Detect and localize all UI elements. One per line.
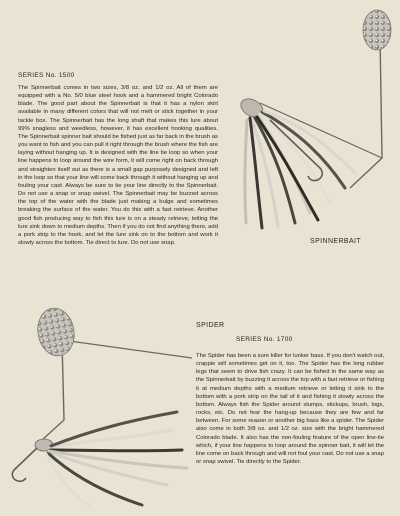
spinnerbait-description: The Spinnerbait comes in two sizes, 3/8 oz. and 1/2 oz. All of them are equipped with a No. 5/0 blue steel hook and a hammered bright Colorado blade. The good part about the Spinnerbait is that it has a nylon skirt available in many different colors that will not melt or stick together in your tackle box. The Spinnerbait has the long shaft that makes this lure about 99% snagless and weedless, however, it has excellent hooking qualities. The Spinnerbait spinner bait should be fished just as far back in the brush as you want to fish and you can pull it right through the brush where the fish are laying without hanging up. It is designed with the line tie loop so when your line happens to loop around the wire form, it will come right on back through and straighten itself out as there is a small gap purposely designed and left in the loop so that your line will come back through it without hanging up and fouling your cast. Always be sure to tie your line directly to the Spinnerbait. Do not use a snap or snap swivel. The Spinnerbait may be buzzed across the top of the water with the blade just making a bulge and sometimes breaking the surface of the water. You do this with a fast retrieve. Another good fish producing way to fish this lure is on a steady retrieve, letting the lure sink down to medium depths. Then if you do not find anything there, add a pork strip to the hook, and let the lure sink on to the bottom and work it slowly across the bottom. Tie direct to lure. Do not use snap. bbox=[18, 85, 218, 246]
spider-series-number: SERIES No. 1700 bbox=[236, 336, 293, 343]
spinnerbait-series-number: SERIES No. 1500 bbox=[18, 72, 75, 79]
spider-image bbox=[2, 300, 198, 510]
spinnerbait-image bbox=[200, 8, 400, 238]
spider-description: The Spider has been a sure killer for lunker bass. If you don't watch out, crappie will sometimes get on it, too. The Spider has the long rubber legs that seem to drive fish crazy. It can be fished in the same way as the Spinnerbait by buzzing it across the top with a fast retrieve or fishing it at medium depths with a medium retrieve or letting it sink to the bottom with a pork strip on the tail of it and fishing it slowly across the bottom. Always fish the Spider around stumps, stickups, brush, logs, rocks, etc. Do not fear the hang-up because they are few and far between. For some reason or another big bass like a spider. The Spider also come in both 3/8 oz. and 1/2 oz. size with the bright hammered Colorado blade. It also has the non-fouling feature of the open line-tie which, if your line happens to loop around the spinner bait, it will let the line come on back through and will not foul your cast. Do not use a snap or snap swivel. Tie directly to the Spider. bbox=[196, 353, 384, 466]
spider-caption: SPIDER bbox=[196, 322, 225, 329]
spinnerbait-caption: SPINNERBAIT bbox=[310, 238, 362, 245]
